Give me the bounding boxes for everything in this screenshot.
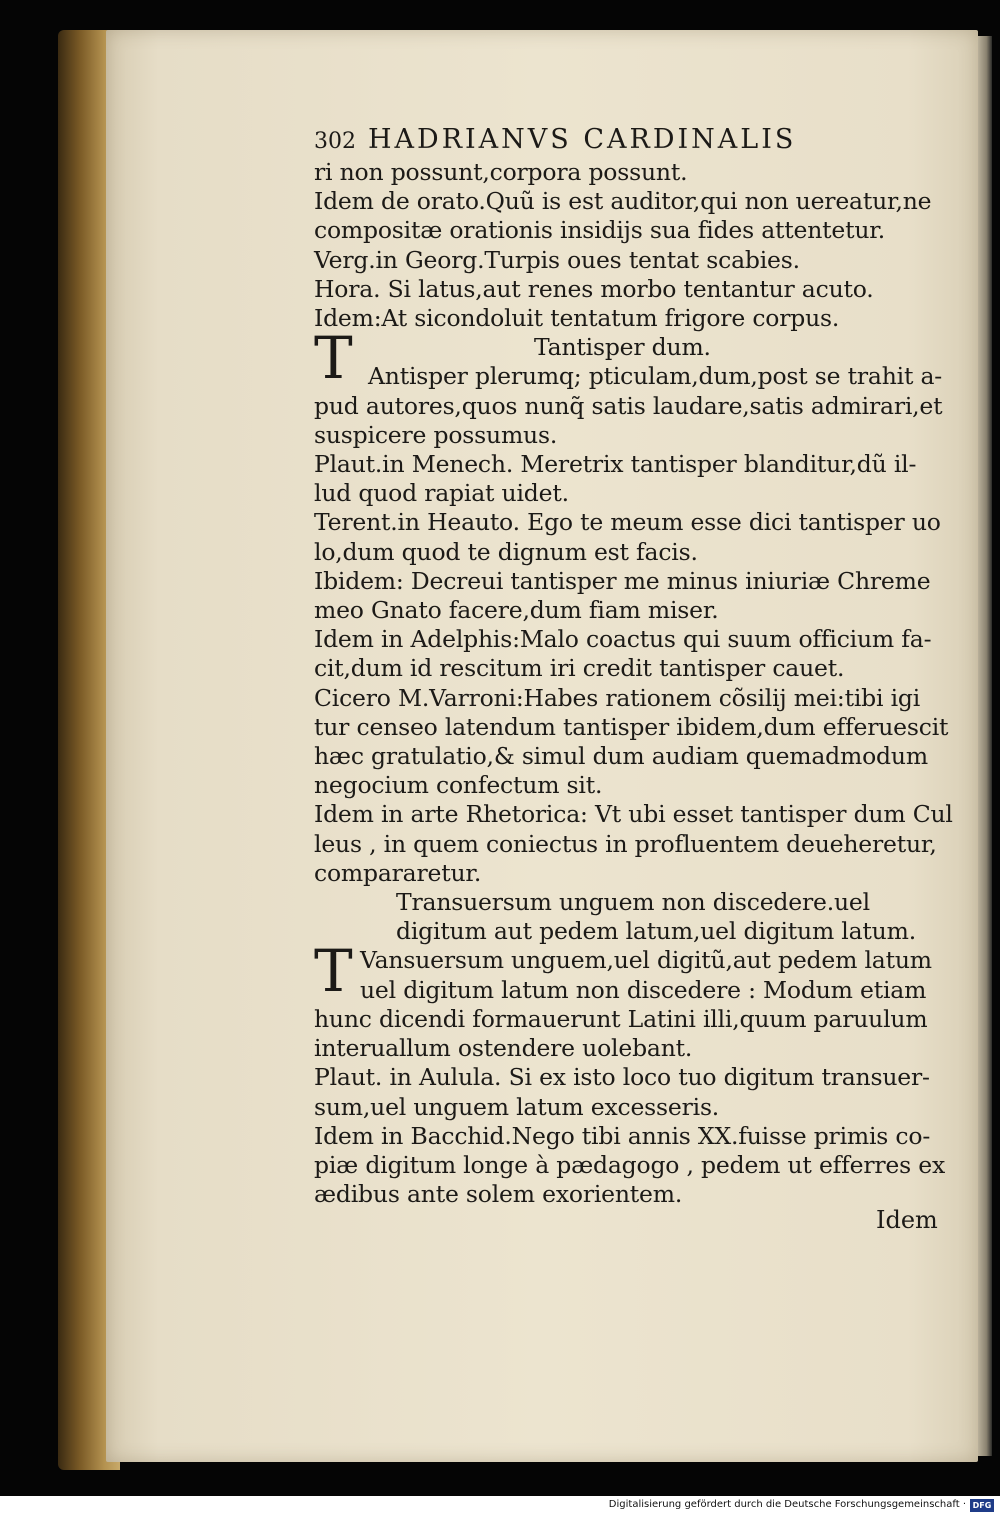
page-text	[314, 124, 954, 1209]
text-line: leus , in quem coniectus in profluentem deueheretur,	[314, 829, 937, 858]
section-tantisper	[314, 324, 954, 888]
page-number: 302	[314, 129, 356, 154]
text-line: lo,dum quod te dignum est facis.	[314, 537, 698, 566]
dfg-logo-icon: DFG	[970, 1499, 994, 1512]
text-line: meo Gnato facere,dum fiam miser.	[314, 596, 719, 625]
footer-credit: Digitalisierung gefördert durch die Deutsche Forschungsgemeinschaft ·	[608, 1499, 966, 1510]
text-line: Ibidem: Decreui tantisper me minus iniuriæ Chreme	[314, 566, 931, 595]
text-line: Idem in Bacchid.Nego tibi annis XX.fuisse primis co-	[314, 1121, 931, 1150]
dropcap-block	[314, 937, 954, 1006]
text-line: piæ digitum longe à pædagogo , pedem ut efferres ex	[314, 1150, 946, 1179]
text-line: tur censeo latendum tantisper ibidem,dum efferuescit	[314, 712, 949, 741]
text-line: interuallum ostendere uolebant.	[314, 1034, 693, 1063]
text-line: cit,dum id rescitum iri credit tantisper cauet.	[314, 654, 845, 683]
section-heading: digitum aut pedem latum,uel digitum latum.	[396, 917, 916, 946]
text-line: Plaut. in Aulula. Si ex isto loco tuo digitum transuer-	[314, 1063, 930, 1092]
text-line: Hora. Si latus,aut renes morbo tentantur acuto.	[314, 274, 874, 303]
text-line: compositæ orationis insidijs sua fides attentetur.	[314, 216, 886, 245]
text-line: uel digitum latum non discedere : Modum etiam	[360, 975, 927, 1004]
text-line: ri non possunt,corpora possunt.	[314, 158, 688, 186]
catchword: Idem	[876, 1206, 938, 1234]
section-heading: Tantisper dum.	[534, 333, 711, 362]
running-head: HADRIANVS CARDINALIS	[368, 124, 797, 155]
text-line: Verg.in Georg.Turpis oues tentat scabies.	[314, 245, 800, 274]
text-line: Antisper plerumq; pticulam,dum,post se trahit a-	[368, 362, 943, 391]
text-line: lud quod rapiat uidet.	[314, 479, 569, 508]
text-line: compararetur.	[314, 858, 482, 887]
text-line: Idem:At sicondoluit tentatum frigore corpus.	[314, 304, 840, 333]
text-line: Cicero M.Varroni:Habes rationem cõsilij mei:tibi igi	[314, 683, 921, 712]
text-line: negocium confectum sit.	[314, 771, 603, 800]
text-line: Idem de orato.Quũ is est auditor,qui non uereatur,ne	[314, 187, 932, 216]
intro-lines	[314, 158, 954, 333]
text-line: Terent.in Heauto. Ego te meum esse dici tantisper uo	[314, 508, 941, 537]
text-line: hæc gratulatio,& simul dum audiam quemadmodum	[314, 742, 928, 771]
page-edge	[978, 36, 992, 1456]
text-line: hunc dicendi formauerunt Latini illi,quum paruulum	[314, 1004, 928, 1033]
running-header	[314, 124, 954, 158]
text-line: Idem in Adelphis:Malo coactus qui suum officium fa-	[314, 625, 932, 654]
text-line: sum,uel unguem latum excesseris.	[314, 1092, 720, 1121]
text-line: suspicere possumus.	[314, 420, 558, 449]
drop-cap: T	[314, 324, 353, 393]
section-heading: Transuersum unguem non discedere.uel	[396, 888, 870, 917]
text-line: Plaut.in Menech. Meretrix tantisper blanditur,dũ il-	[314, 450, 917, 479]
footer-bar	[0, 1496, 1000, 1516]
text-line: pud autores,quos nunq̃ satis laudare,satis admirari,et	[314, 391, 943, 420]
drop-cap: T	[314, 937, 353, 1006]
text-line: Idem in arte Rhetorica: Vt ubi esset tantisper dum Cul	[314, 800, 953, 829]
section-transuersum	[314, 888, 954, 1209]
text-line: Vansuersum unguem,uel digitũ,aut pedem latum	[360, 946, 932, 975]
text-line: ædibus ante solem exorientem.	[314, 1180, 683, 1209]
